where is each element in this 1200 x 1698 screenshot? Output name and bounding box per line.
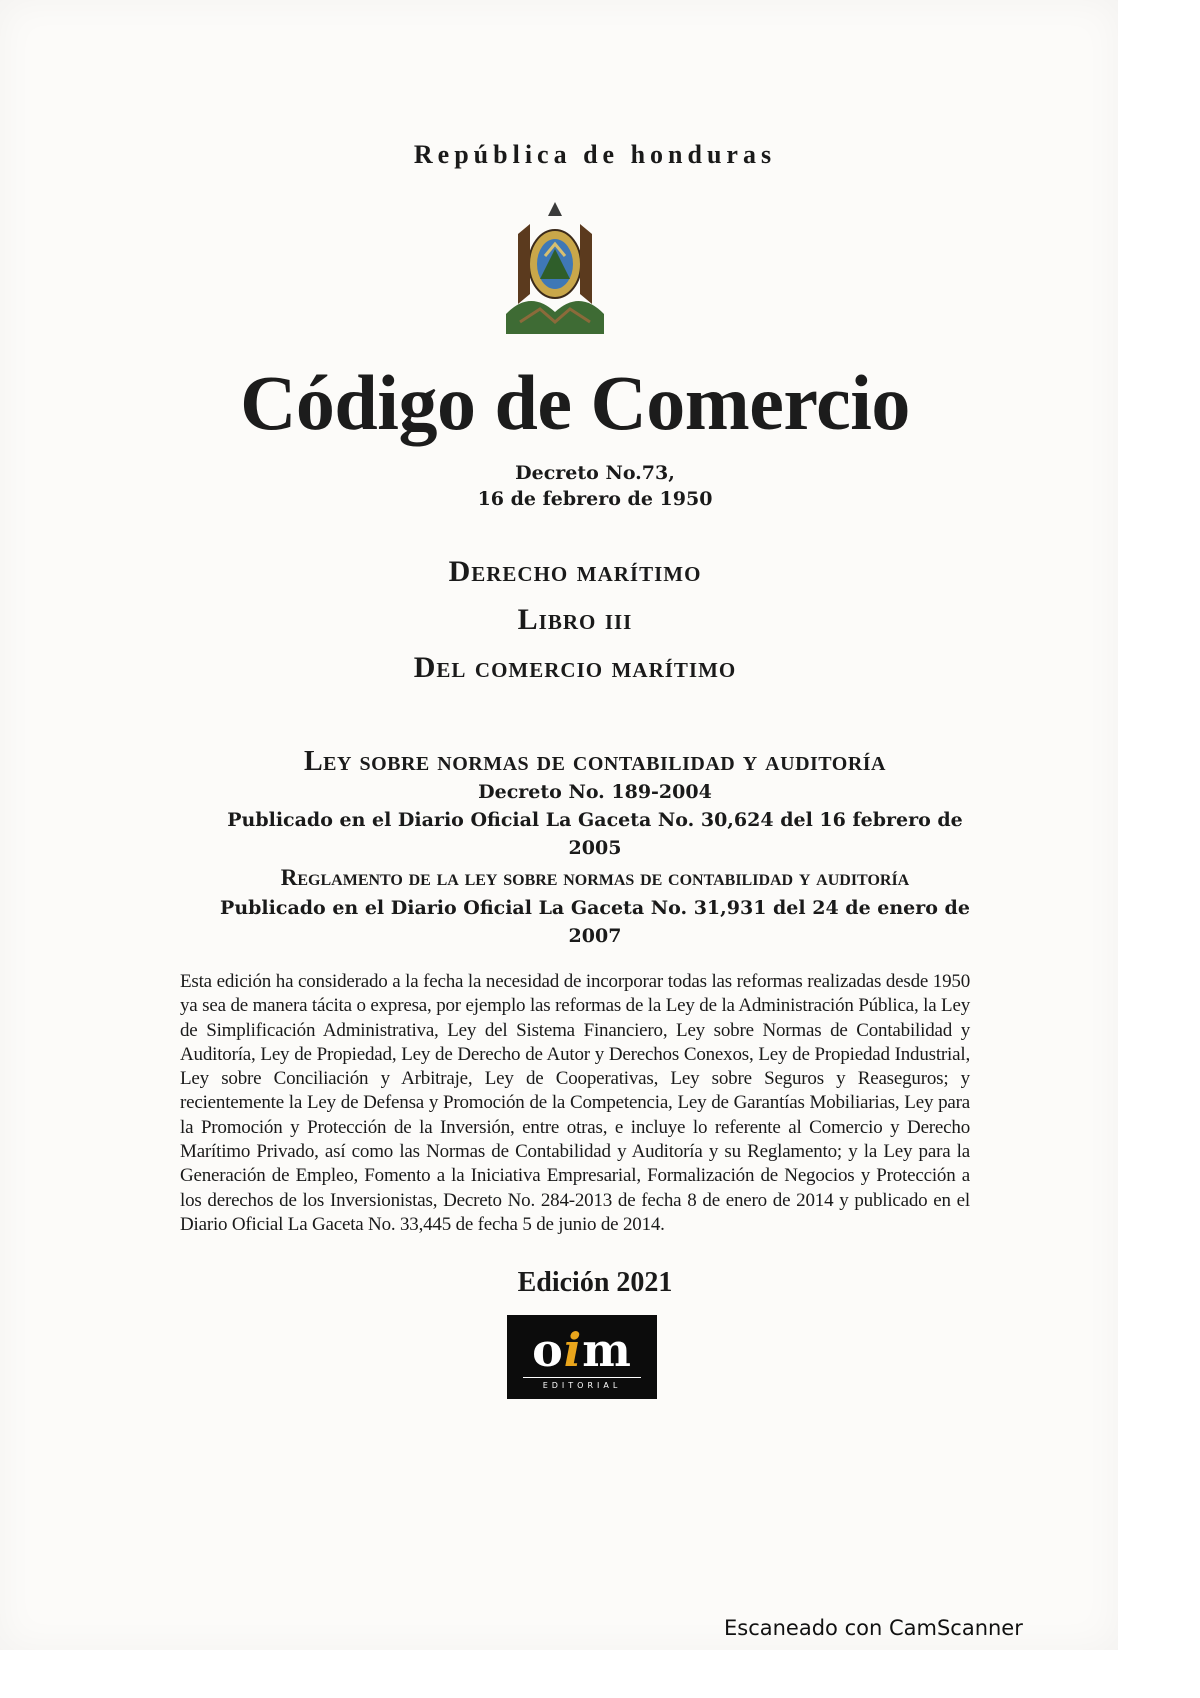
coat-of-arms-icon: [500, 194, 610, 344]
edition-note-paragraph: Esta edición ha considerado a la fecha la necesidad de incorporar todas las reformas realizadas desde 1950 ya sea de manera tácita o expresa, por ejemplo las reformas de la Ley de la Administración Pública, la Ley de Simplificación Administrativa, Ley del Sistema Financiero, Ley sobre Normas de Contabilidad y Auditoría, Ley de Propiedad, Ley de Derecho de Autor y Derechos Conexos, Ley de Propiedad Industrial, Ley sobre Conciliación y Arbitraje, Ley de Cooperativas, Ley sobre Seguros y Reaseguros; y recientemente la Ley de Defensa y Promoción de la Competencia, Ley de Garantías Mobiliarias, Ley para la Promoción y Protección de la Inversión, entre otras, e incluye lo referente al Comercio y Derecho Marítimo Privado, así como las Normas de Contabilidad y Auditoría y su Reglamento; y la Ley para la Generación de Empleo, Fomento a la Iniciativa Empresarial, Formalización de Negocios y Protección a los derechos de los Inversionistas, Decreto No. 284-2013 de fecha 8 de enero de 2014 y publicado en el Diario Oficial La Gaceta No. 33,445 de fecha 5 de junio de 2014.: [180, 971, 970, 1235]
publisher-logo: [507, 1315, 657, 1399]
logo-wordmark: oim: [532, 1323, 632, 1378]
ley-publicado: Publicado en el Diario Oficial La Gaceta No. 30,624 del 16 febrero de 2005: [227, 809, 963, 859]
decree-block: [220, 460, 970, 512]
page-title: Código de Comercio: [240, 359, 910, 446]
country-header: República de honduras: [413, 140, 777, 169]
decree-date: 16 de febrero de 1950: [477, 488, 713, 510]
edition-label: Edición 2021: [517, 1267, 673, 1299]
section-derecho-maritimo: Derecho marítimo: [448, 555, 702, 588]
ley-decreto: Decreto No. 189-2004: [478, 781, 712, 803]
reglamento-title: Reglamento de la ley sobre normas de contabilidad y auditoría: [280, 865, 910, 890]
section-del-comercio: Del comercio marítimo: [413, 651, 737, 684]
logo-divider: [523, 1377, 641, 1378]
decree-number: Decreto No.73,: [515, 462, 675, 484]
section-libro: Libro iii: [517, 603, 633, 636]
logo-subtitle: EDITORIAL: [542, 1381, 622, 1391]
document-column: [180, 140, 970, 1399]
scanner-watermark: Escaneado con CamScanner: [724, 1616, 1023, 1640]
ley-title: Ley sobre normas de contabilidad y auditoría: [303, 746, 886, 777]
reglamento-publicado: Publicado en el Diario Oficial La Gaceta No. 31,931 del 24 de enero de 2007: [220, 897, 970, 947]
